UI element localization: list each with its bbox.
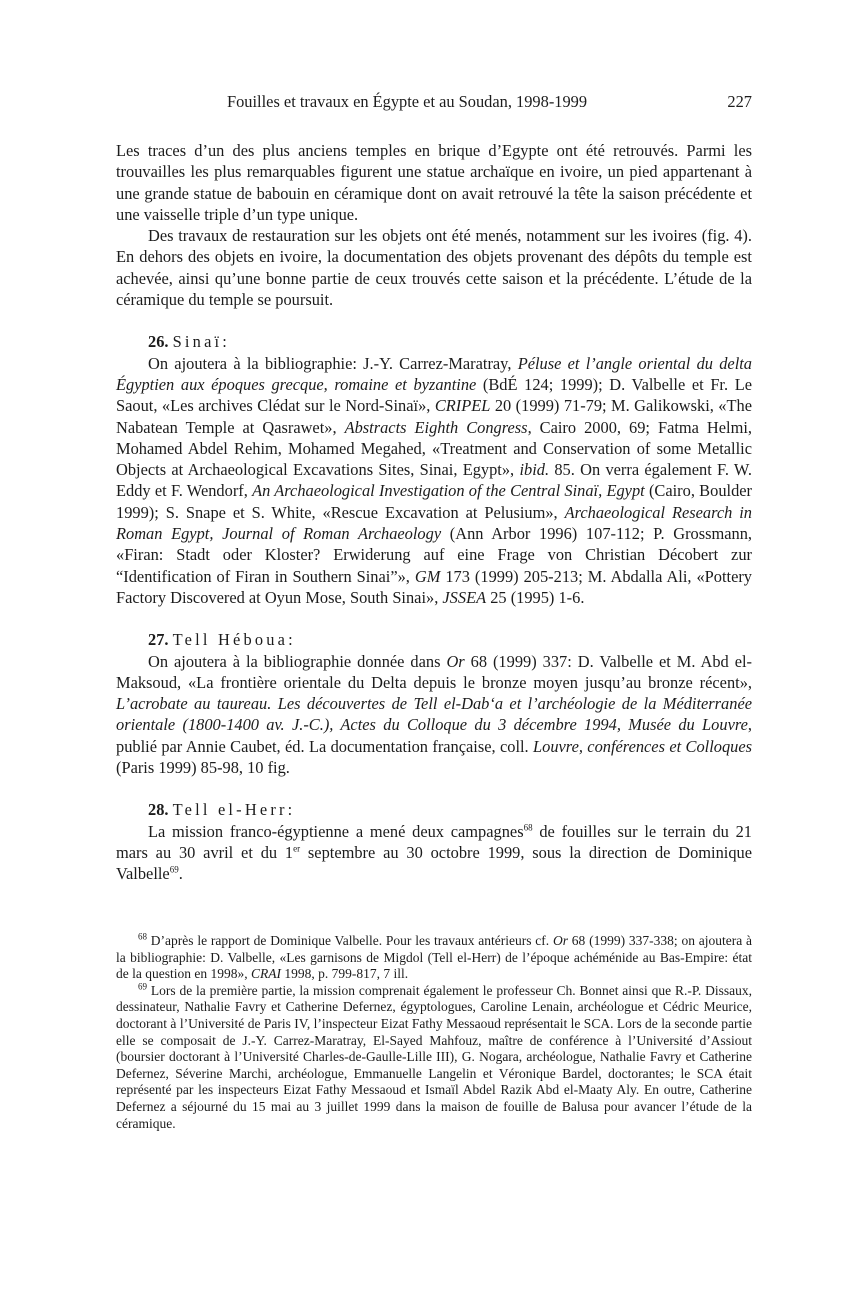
footnote-68 — [116, 933, 752, 983]
text: (Paris 1999) 85-98, 10 fig. — [116, 758, 290, 778]
text: 173 (1999) 205-213; M. Abdalla Ali, «Pottery Factory Discovered at Oyun Mose, South Sinai», — [116, 566, 752, 607]
footnote-69 — [116, 983, 752, 1132]
citation-title: Or — [446, 651, 465, 671]
text: 20 (1999) 71-79; M. Galikowski, «The Nabatean Temple at Qasrawet», — [116, 396, 752, 437]
section-heading — [116, 331, 752, 352]
text: Lors de la première partie, la mission comprenait également le professeur Ch. Bonnet ainsi que R.-P. Dissaux, dessinateur, Nathalie Favry et Catherine Defernez, égyptologues, Caroline Lenain, archéologue et Cédric Meurice, doctorant à l’Université de Paris IV, l’inspecteur Eizat Fathy Messaoud représentait le SCA. Lors de la seconde partie elle se composait de J.-Y. Carrez-Maratray, El-Sayed Mahfouz, maître de conférence à l’Université d’Assiout (boursier doctorant à l’Université Charles-de-Gaulle-Lille III), G. Nogara, archéologue, Nathalie Favry et Catherine Defernez, Séverine Marchi, archéologue, Emmanuelle Langelin et Véronique Bardel, doctorantes; le SCA était représenté par les inspecteurs Eizat Fathy Messaoud et Ismaïl Abdel Razik Abd el-Maaty Aly. En outre, Catherine Defernez a séjourné du 15 mai au 3 juillet 1999 dans la maison de fouille de Balusa pour avancer l’étude de la céramique. — [116, 982, 752, 1131]
citation-title: GM — [414, 566, 441, 586]
ordinal-suffix: er — [293, 843, 301, 854]
running-title: Fouilles et travaux en Égypte et au Soudan, 1998-1999 — [227, 92, 588, 111]
paragraph-intro-2: Des travaux de restauration sur les objets ont été menés, notamment sur les ivoires (fig. 4). En dehors des objets en ivoire, la documentation des objets provenant des dépôts du temple est achevée, ainsi qu’une bonne partie de ceux trouvés cette saison et la précédente. L’étude de la céramique du temple se poursuit. — [116, 226, 752, 310]
text: septembre au 30 octobre 1999, sous la direction de Dominique Valbelle — [116, 842, 753, 884]
section-paragraph — [116, 651, 752, 779]
section-paragraph — [116, 353, 752, 609]
text: 1998, p. 799-817, 7 ill. — [280, 966, 409, 982]
section-27 — [116, 629, 752, 778]
text: . — [178, 864, 183, 884]
page-number: 227 — [727, 92, 752, 111]
section-26 — [116, 331, 752, 608]
footnote-ref: 68 — [523, 822, 533, 833]
citation-title: L’acrobate au taureau. Les découvertes de Tell el-Dab‘a et l’archéologie de la Méditerranée orientale (1800-1400 av. J.-C.), Actes du Colloque du 3 décembre 1994, Musée du Louvre — [116, 694, 752, 735]
section-title: Sinaï: — [172, 332, 231, 352]
footnote-ref: 69 — [169, 864, 179, 875]
section-heading — [116, 629, 752, 650]
text: , publié par Annie Caubet, éd. La documentation française, coll. — [116, 715, 752, 756]
citation-title: JSSEA — [442, 587, 487, 607]
paragraph-intro-1: Les traces d’un des plus anciens temples en brique d’Egypte ont été retrouvés. Parmi les trouvailles les plus remarquables figurent une statue archaïque en ivoire, un pied appartenant à une grande statue de babouin en céramique dont on avait retrouvé la tête la saison précédente et une vaisselle triple d’un type unique. — [116, 141, 752, 224]
citation-title: An Archaeological Investigation of the Central Sinaï, Egypt — [252, 481, 645, 501]
text: 85. On verra également F. W. Eddy et F. Wendorf, — [116, 460, 752, 501]
citation-title: CRIPEL — [434, 396, 491, 416]
text: On ajoutera à la bibliographie donnée dans — [148, 651, 447, 671]
footnote-number: 69 — [138, 981, 147, 992]
section-paragraph — [116, 821, 752, 885]
section-title: Tell el-Herr: — [172, 800, 296, 820]
text: 68 (1999) 337-338; on ajoutera à la bibliographie: D. Valbelle, «Les garnisons de Migdol (Tell el-Herr) de l’époque achéménide au Bas-Empire: état de la question en 1998», — [116, 933, 753, 982]
text: 25 (1995) 1-6. — [486, 587, 585, 607]
citation-title: Péluse et l’angle oriental du delta Égyptien aux époques grecque, romaine et byzantine — [116, 353, 752, 394]
text: D’après le rapport de Dominique Valbelle. Pour les travaux antérieurs cf. — [147, 933, 553, 948]
citation-title: Archaeological Research in Roman Egypt, Journal of Roman Archaeology — [116, 502, 752, 544]
section-number: 27. — [148, 630, 169, 650]
text: , Cairo 2000, 69; Fatma Helmi, Mohamed Abdel Rehim, Mohamed Megahed, «Treatment and Conservation of some Metallic Objects at Archaeological Excavations Sites, Sinai, Egypt», — [116, 417, 753, 480]
text: (BdÉ 124; 1999); D. Valbelle et Fr. Le Saout, «Les archives Clédat sur le Nord-Sinaï», — [116, 374, 752, 416]
section-heading — [116, 799, 752, 820]
section-title: Tell Héboua: — [172, 630, 296, 650]
text: La mission franco-égyptienne a mené deux campagnes — [148, 821, 524, 841]
section-number: 28. — [148, 800, 169, 820]
section-number: 26. — [148, 332, 169, 352]
text: de fouilles sur le terrain du 21 mars au 30 avril et du 1 — [116, 821, 753, 862]
text: 68 (1999) 337: D. Valbelle et M. Abd el-Maksoud, «La frontière orientale du Delta depuis le bronze moyen jusqu’au bronze récent», — [116, 651, 752, 692]
citation-title: Louvre, conférences et Colloques — [533, 736, 752, 756]
citation-title: Abstracts Eighth Congress — [344, 417, 528, 437]
citation-title: Or — [552, 933, 568, 948]
section-28 — [116, 799, 752, 884]
footnote-number: 68 — [138, 931, 147, 942]
text: (Cairo, Boulder 1999); S. Snape et S. White, «Rescue Excavation at Pelusium», — [116, 481, 752, 522]
running-header — [0, 90, 868, 114]
footnotes — [116, 933, 752, 1132]
citation-title: ibid. — [519, 460, 550, 480]
text: On ajoutera à la bibliographie: J.-Y. Carrez-Maratray, — [148, 353, 518, 373]
citation-title: CRAI — [250, 966, 281, 982]
main-text — [116, 140, 752, 885]
text: (Ann Arbor 1996) 107-112; P. Grossmann, «Firan: Stadt oder Kloster? Erwiderung auf eine Frage von Christian Décobert zur “Identification of Firan in Southern Sinai”», — [116, 524, 752, 586]
